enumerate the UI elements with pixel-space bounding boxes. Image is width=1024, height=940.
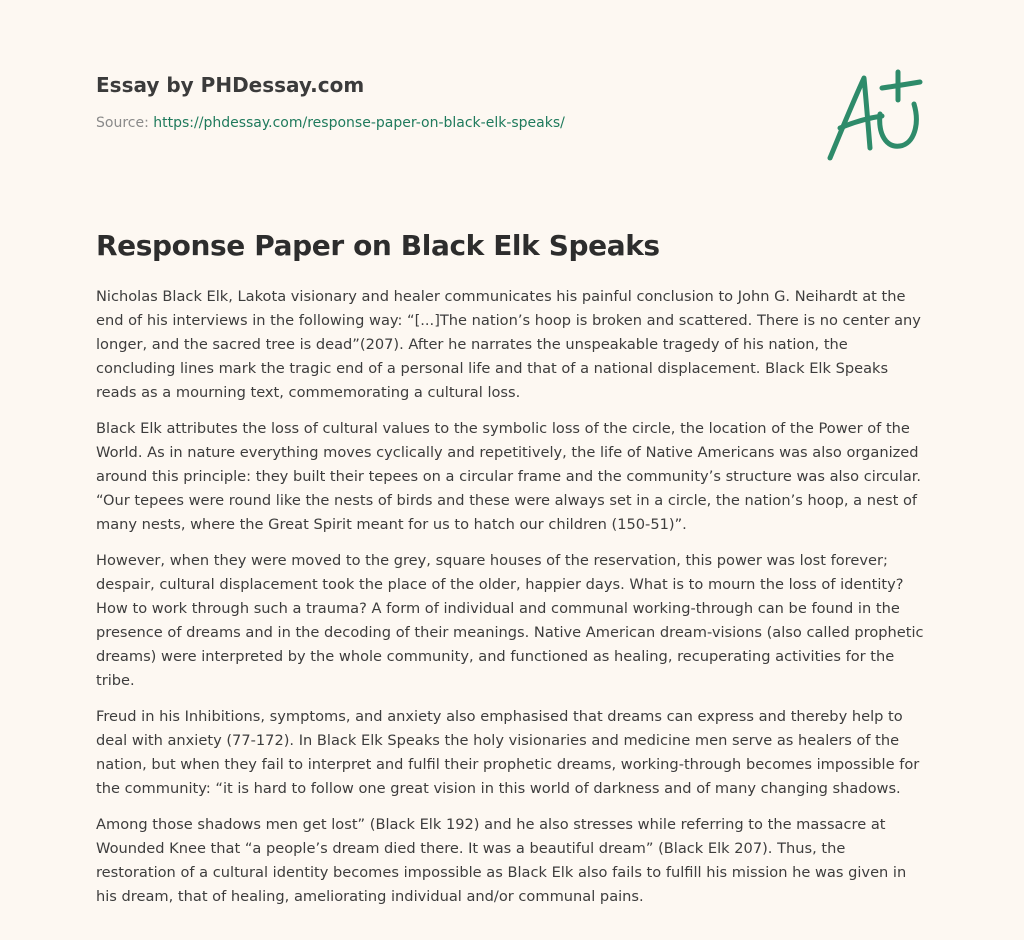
essay-paragraph: Among those shadows men get lost” (Black Elk 192) and he also stresses while referring to the massacre at Wounded Knee that “a people’s dream died there. It was a beautiful dream” (Black Elk 207). Thus, the restoration of a cultural identity becomes impossible as Black Elk also fails to fulfill his mission he was given in his dream, that of healing, ameliorating individual and/or communal pains. — [96, 816, 907, 905]
source-label: Source: — [96, 115, 154, 131]
essay-paragraph: Freud in his Inhibitions, symptoms, and anxiety also emphasised that dreams can express and thereby help to deal with anxiety (77-172). In Black Elk Speaks the holy visionaries and medicine men serve as healers of the nation, but when they fail to interpret and fulfil their prophetic dreams, working-through becomes impossible for the community: “it is hard to follow one great vision in this world of darkness and of many changing shadows. — [96, 708, 920, 797]
essay-paragraph: However, when they were moved to the grey, square houses of the reservation, this power was lost forever; despair, cultural displacement took the place of the older, happier days. What is to mourn the loss of identity? How to work through such a trauma? A form of individual and communal working-through can be found in the presence of dreams and in the decoding of their meanings. Native American dream-visions (also called prophetic dreams) were interpreted by the whole community, and functioned as healing, recuperating activities for the tribe. — [96, 552, 924, 689]
essay-paragraph: Nicholas Black Elk, Lakota visionary and healer communicates his painful conclusion to John G. Neihardt at the end of his interviews in the following way: “[...]The nation’s hoop is broken and scattered. There is no center any longer, and the sacred tree is dead”(207). After he narrates the unspeakable tragedy of his nation, the concluding lines mark the tragic end of a personal life and that of a national displacement. Black Elk Speaks reads as a mourning text, commemorating a cultural loss. — [96, 288, 921, 401]
essay-title: Response Paper on Black Elk Speaks — [96, 229, 660, 262]
a-plus-logo-icon — [820, 64, 930, 164]
header — [96, 72, 796, 134]
source-link[interactable]: https://phdessay.com/response-paper-on-black-elk-speaks/ — [153, 115, 565, 131]
a-plus-logo-svg — [820, 64, 930, 164]
source-line — [96, 114, 796, 134]
essay-body — [96, 228, 928, 921]
essay-paragraph: Black Elk attributes the loss of cultural values to the symbolic loss of the circle, the location of the Power of the World. As in nature everything moves cyclically and repetitively, the life of Native Americans was also organized around this principle: they built their tepees on a circular frame and the community’s structure was also circular. “Our tepees were round like the nests of birds and these were always set in a circle, the nation’s hoop, a nest of many nests, where the Great Spirit meant for us to hatch our children (150-51)”. — [96, 420, 922, 533]
site-title: Essay by PHDessay.com — [96, 73, 365, 97]
